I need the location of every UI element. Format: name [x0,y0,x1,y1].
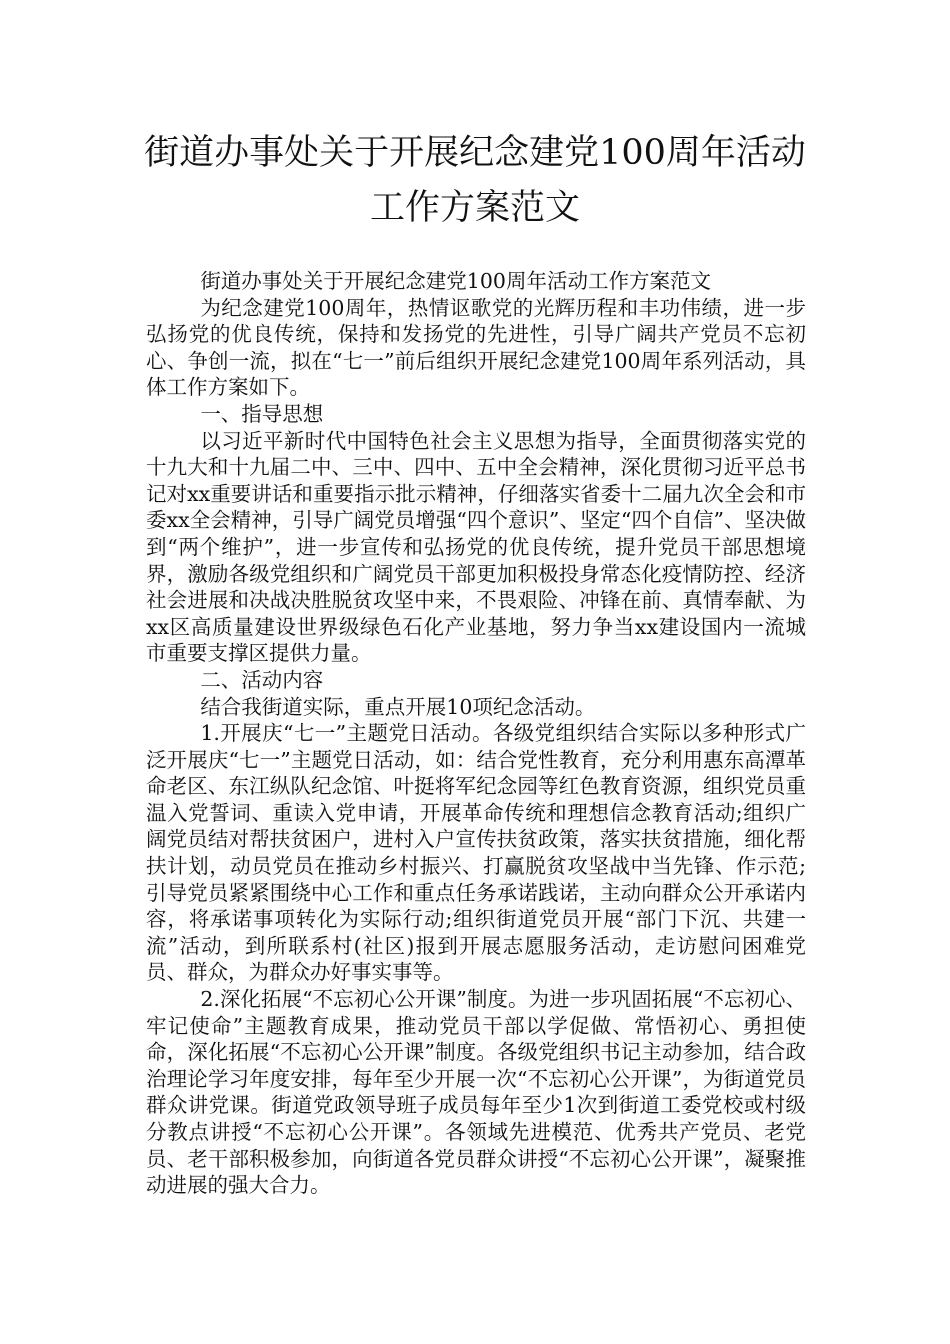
intro-title-line: 街道办事处关于开展纪念建党100周年活动工作方案范文 [200,269,711,293]
document-body [146,268,806,1199]
activity-item-2-paragraph: 2.深化拓展“不忘初心公开课”制度。为进一步巩固拓展“不忘初心、牢记使命”主题教育成果，推动党员干部以学促做、常悟初心、勇担使命，深化拓展“不忘初心公开课”制度。各级党组织书记主动参加，结合政治理论学习年度安排，每年至少开展一次“不忘初心公开课”，为街道党员群众讲党课。街道党政领导班子成员每年至少1次到街道工委党校或村级分教点讲授“不忘初心公开课”。各领域先进模范、优秀共产党员、老党员、老干部积极参加，向街道各党员群众讲授“不忘初心公开课”，凝聚推动进展的强大合力。 [146,987,806,1198]
activity-summary-paragraph: 结合我街道实际，重点开展10项纪念活动。 [200,694,596,719]
document-title: 街道办事处关于开展纪念建党100周年活动工作方案范文 [144,133,806,228]
activity-item-1-paragraph: 1.开展庆“七一”主题党日活动。各级党组织结合实际以多种形式广泛开展庆“七一”主题党日活动，如：结合党性教育，充分利用惠东高潭革命老区、东江纵队纪念馆、叶挺将军纪念园等红色教育资源，组织党员重温入党誓词、重读入党申请，开展革命传统和理想信念教育活动;组织广阔党员结对帮扶贫困户，进村入户宣传扶贫政策，落实扶贫措施，细化帮扶计划，动员党员在推动乡村振兴、打赢脱贫攻坚战中当先锋、作示范;引导党员紧紧围绕中心工作和重点任务承诺践诺，主动向群众公开承诺内容，将承诺事项转化为实际行动;组织街道党员开展“部门下沉、共建一流”活动，到所联系村(社区)报到开展志愿服务活动，走访慰问困难党员、群众，为群众办好事实事等。 [146,721,806,985]
intro-paragraph: 为纪念建党100周年，热情讴歌党的光辉历程和丰功伟绩，进一步弘扬党的优良传统，保持和发扬党的先进性，引导广阔共产党员不忘初心、争创一流，拟在“七一”前后组织开展纪念建党100周年系列活动，具体工作方案如下。 [146,295,806,400]
guiding-thought-paragraph: 以习近平新时代中国特色社会主义思想为指导，全面贯彻落实党的十九大和十九届二中、三中、四中、五中全会精神，深化贯彻习近平总书记对xx重要讲话和重要指示批示精神，仔细落实省委十二届九次全会和市委xx全会精神，引导广阔党员增强“四个意识”、坚定“四个自信”、坚决做到“两个维护”，进一步宣传和弘扬党的优良传统，提升党员干部思想境界，激励各级党组织和广阔党员干部更加积极投身常态化疫情防控、经济社会进展和决战决胜脱贫攻坚中来，不畏艰险、冲锋在前、真情奉献、为xx区高质量建设世界级绿色石化产业基地，努力争当xx建设国内一流城市重要支撑区提供力量。 [146,428,806,666]
section-heading-guiding-thought: 一、指导思想 [200,401,324,426]
section-heading-activity-content: 二、活动内容 [200,667,324,692]
